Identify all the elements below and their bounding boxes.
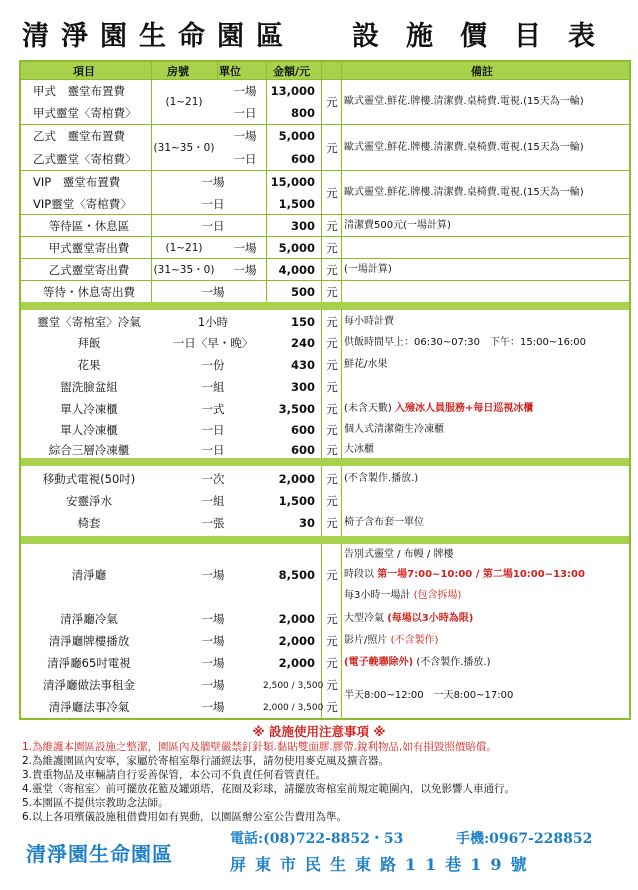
header-room: 房號 xyxy=(167,65,189,78)
list-item: 清淨廳法事冷氣 xyxy=(48,700,130,714)
list-item: 甲式靈堂〈寄棺費〉 xyxy=(33,106,137,120)
notice-title: ※ 設施使用注意事項 ※ xyxy=(252,724,386,739)
footer-phone: 電話:(08)722-8852・53 xyxy=(230,831,404,847)
footer-park-name: 清淨園生命園區 xyxy=(26,842,173,866)
list-item: 椅套 xyxy=(77,516,101,530)
header-note: 備註 xyxy=(471,65,493,78)
list-item: 等待區・休息區 xyxy=(48,219,130,233)
header-amount: 金額/元 xyxy=(273,65,311,78)
list-item: 乙式靈堂寄出費 xyxy=(48,263,130,277)
list-item: 單人冷凍櫃 xyxy=(60,402,118,416)
list-item: 移動式電視(50吋) xyxy=(42,472,136,486)
list-item: 清淨廳 xyxy=(71,568,107,582)
rule-item: 4.靈堂〈寄棺室〉前可擺放花籃及罐頭塔，花圈及彩球，請擺放寄棺室前規定範圍內，以免影響人車通行。 xyxy=(22,783,516,795)
list-item: 乙式 靈堂布置費 xyxy=(33,129,125,143)
list-item: 靈堂〈寄棺室〉冷氣 xyxy=(37,315,141,329)
list-item: 甲式 靈堂布置費 xyxy=(33,84,125,98)
rule-item: 1.為維護本園區設施之整潔，園區內及牆壁嚴禁釘針類.黏貼雙面膠.膠帶.銳利物品,如有損毀照價賠償。 xyxy=(22,741,497,753)
footer-address: 屏東市民生東路11巷19號 xyxy=(230,855,536,874)
list-item: 拜飯 xyxy=(77,336,101,350)
title-price-list: 設施價目表 xyxy=(352,21,622,52)
list-item: 綜合三層冷凍櫃 xyxy=(48,443,130,457)
table-header xyxy=(21,62,629,79)
rule-item: 2.為維護園區內安寧，家屬於寄棺室舉行誦經法事，請勿使用麥克風及擴音器。 xyxy=(22,755,390,767)
list-item: 乙式靈堂〈寄棺費〉 xyxy=(33,152,137,166)
rule-item: 6.以上各項殯儀設施租借費用如有異動，以園區辦公室公告費用為準。 xyxy=(22,811,348,823)
list-item: 甲式靈堂寄出費 xyxy=(48,241,130,255)
footer-mobile: 手機:0967-228852 xyxy=(456,831,593,847)
rule-item: 5.本園區不提供宗教助念法師。 xyxy=(22,797,169,809)
list-item: 安靈淨水 xyxy=(66,494,112,508)
page-title xyxy=(0,14,638,54)
list-item: VIP 靈堂布置費 xyxy=(33,175,121,189)
title-park-name: 清淨園生命園區 xyxy=(22,21,295,52)
list-item: 等待・休息寄出費 xyxy=(43,285,135,299)
list-item: 盥洗臉盆組 xyxy=(60,380,118,394)
list-item: 清淨廳牌樓播放 xyxy=(48,634,130,648)
header-item: 項目 xyxy=(73,65,95,78)
list-item: 清淨廳做法事租金 xyxy=(43,678,135,692)
list-item: 單人冷凍櫃 xyxy=(60,423,118,437)
rule-item: 3.貴重物品及車輛請自行妥善保管，本公司不負責任何看管責任。 xyxy=(22,769,327,781)
header-unit: 單位 xyxy=(219,65,241,78)
list-item: 清淨廳冷氣 xyxy=(60,612,118,626)
list-item: 花果 xyxy=(77,358,101,372)
price-table: 項目 房號 單位 金額/元 備註 甲式 靈堂布置費 一場 13,000 甲式靈堂〈寄棺費〉 一日 800 (1~21) 元 歐式靈堂.鮮花.牌樓.清潔費.桌椅費.電視.(15天為一輪) 乙式 靈堂布置費 一場 5,000 乙式靈堂〈寄棺費〉 一日 600 (31~35・0) 元 歐式靈堂.鮮花.牌樓.清潔費.桌椅費.電視.(15天為一輪) VIP 靈堂布置費 一場 15,000 VIP靈堂〈寄棺費〉 一日 1,500 元 歐式靈堂.鮮花.牌樓.清潔費.桌椅費.電視.(15天為一輪) 等待區・休息區 一日 300 元 清潔費500元(一場計算) 甲式靈堂寄出費 (1~21) 一場 5,000 元 乙式靈堂寄出費 (31~35・0) 一場 4,000 元 (一場計算) 等待・休息寄出費 一場 500 元 靈堂〈寄棺室〉冷氣 1小時 150 元 每小時計費 拜飯 一日〈早・晚〉 240 元 供飯時間早上：06:30~07:30 下午：15:00~16:00 花果 一份 430 元 鮮花/水果 盥洗臉盆組 一組 300 元 單人冷凍櫃 一式 3,500 元 (未含天數) 入殮冰人員服務+每日巡視冰櫃 單人冷凍櫃 一日 600 元 個人式清潔衛生冷凍櫃 綜合三層冷凍櫃 一日 600 元 大冰櫃 移動式電視(50吋) 一次 2,000 元 (不含製作.播放.) 安靈淨水 一組 1,500 元 椅套 一張 30 元 椅子含布套一單位 告別式靈堂 / 布幔 / 牌樓 清淨廳 一場 8,500 元 時段以 第一場7:00~10:00 / 第二場10:00~13:00 每3小時一場計 (包含拆場) 清淨廳冷氣 一場 2,000 元 大型冷氣 (每場以3小時為限) 清淨廳牌樓播放 一場 2,000 元 影片/照片 (不含製作) 清淨廳65吋電視 一場 2,000 元 (電子輓聯除外) (不含製作.播放.) 清淨廳做法事租金 一場 2,500 / 3,500 元 清淨廳法事冷氣 一場 2,000 / 3,500 元 半天8:00~12:00 一天8:00~17:00 xyxy=(19,60,631,720)
list-item: VIP靈堂〈寄棺費〉 xyxy=(33,197,132,211)
list-item: 清淨廳65吋電視 xyxy=(47,656,131,670)
